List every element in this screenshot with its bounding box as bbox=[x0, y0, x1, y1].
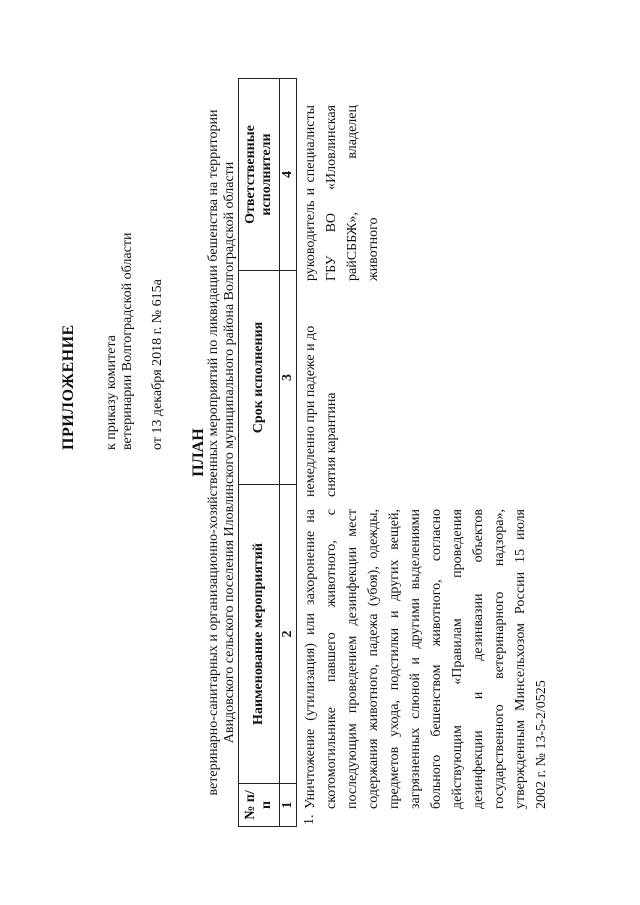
appendix-title: ПРИЛОЖЕНИЕ bbox=[60, 324, 77, 450]
order-line-2: ветеринарии Волгоградской области bbox=[120, 232, 135, 450]
row-1-executors: руководитель и специалисты ГБУ ВО «Иловлинская райСББЖ», владелец животного bbox=[303, 105, 381, 281]
header-executors: Ответственные исполнители bbox=[239, 79, 280, 271]
column-number-1: 1 bbox=[280, 784, 297, 827]
plan-subtitle-line-2: Авидовского сельского поселения Иловлинского муниципального района Волгоградской области bbox=[222, 161, 237, 744]
column-number-4: 4 bbox=[280, 79, 297, 271]
plan-title: ПЛАН bbox=[190, 428, 207, 477]
column-number-row bbox=[280, 79, 297, 827]
column-number-2: 2 bbox=[280, 485, 297, 784]
header-number: № п/п bbox=[239, 784, 280, 827]
header-deadline: Срок исполнения bbox=[239, 271, 280, 485]
plan-table bbox=[238, 78, 297, 827]
plan-subtitle-line-1: ветеринарно-санитарных и организационно-хозяйственных мероприятий по ликвидации бешенства на территории bbox=[206, 109, 221, 796]
table-header-row bbox=[239, 79, 280, 827]
row-1-deadline: немедленно при падеже и до снятия карантина bbox=[303, 325, 339, 497]
column-number-3: 3 bbox=[280, 271, 297, 485]
row-1-number: 1. bbox=[302, 814, 317, 825]
order-line-1: к приказу комитета bbox=[104, 335, 119, 450]
header-measures: Наименование мероприятий bbox=[239, 485, 280, 784]
order-date-line: от 13 декабря 2018 г. № 615а bbox=[150, 279, 165, 450]
row-1-measure: Уничтожение (утилизация) или захоронение на скотомогильнике павшего животного, с последующим проведением дезинфекции мест содержания животного, падежа (убоя), одежды, предметов ухода, подстилки и других вещей, загрязненных слюной и другими выделениями больного бешенством животного, согласно действующим «Правилам проведения дезинфекции и дезинвазии объектов государственного ветеринарного надзора», утвержденным Минсельхозом России 15 июля 2002 г. № 13-5-2/0525 bbox=[303, 509, 549, 809]
